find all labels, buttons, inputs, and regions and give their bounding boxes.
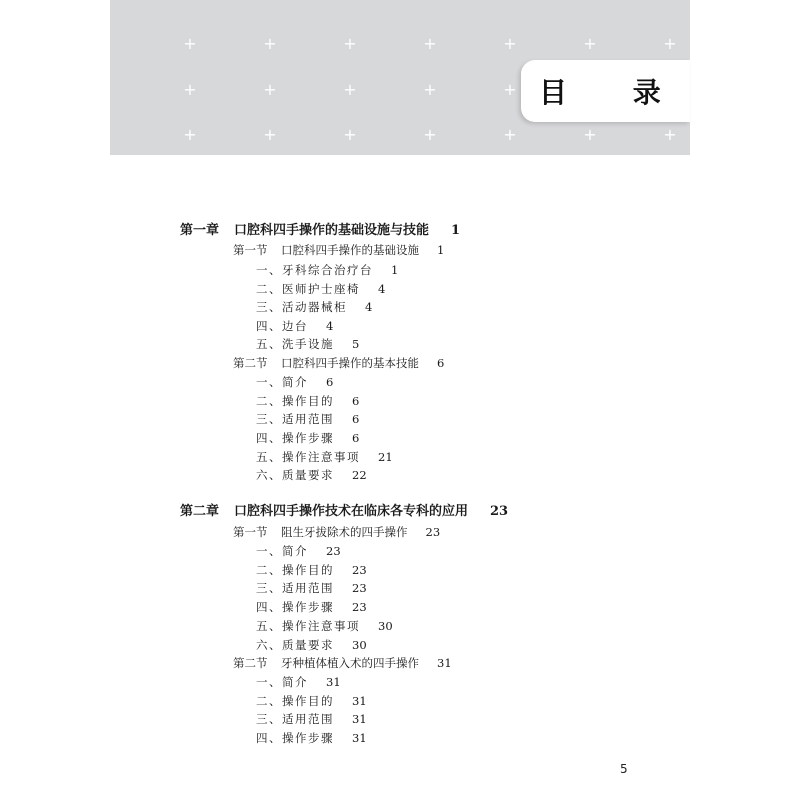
toc-item[interactable] [256, 412, 359, 426]
toc-item[interactable] [256, 694, 367, 708]
plus-decoration-icon: + [503, 34, 517, 53]
section-label: 第一节 [233, 243, 268, 257]
toc-item[interactable] [256, 282, 385, 296]
item-page: 5 [352, 337, 360, 351]
item-title: 五、操作注意事项 [256, 619, 360, 633]
chapter-title: 口腔科四手操作的基础设施与技能 [234, 223, 430, 238]
page-number: 5 [620, 762, 628, 776]
section-title: 阻生牙拔除术的四手操作 [281, 525, 408, 539]
item-title: 六、质量要求 [256, 468, 334, 482]
chapter-label: 第一章 [180, 223, 220, 238]
toc-chapter[interactable] [180, 504, 508, 520]
plus-decoration-icon: + [183, 80, 197, 99]
item-page: 23 [352, 563, 367, 577]
toc-section[interactable] [233, 356, 444, 370]
item-title: 五、洗手设施 [256, 337, 334, 351]
section-title: 口腔科四手操作的基本技能 [281, 356, 419, 370]
item-page: 31 [352, 694, 367, 708]
toc-item[interactable] [256, 600, 367, 614]
section-title: 牙种植体植入术的四手操作 [281, 656, 419, 670]
item-page: 23 [352, 600, 367, 614]
plus-decoration-icon: + [343, 125, 357, 144]
item-page: 31 [326, 675, 341, 689]
item-title: 一、简介 [256, 375, 308, 389]
item-title: 二、操作目的 [256, 394, 334, 408]
plus-decoration-icon: + [503, 80, 517, 99]
toc-item[interactable] [256, 712, 367, 726]
item-title: 二、操作目的 [256, 563, 334, 577]
chapter-page: 23 [490, 504, 509, 519]
toc-section[interactable] [233, 656, 452, 670]
item-title: 三、适用范围 [256, 712, 334, 726]
item-page: 21 [378, 450, 393, 464]
plus-decoration-icon: + [423, 125, 437, 144]
page-title: 目 录 [539, 76, 689, 109]
item-page: 4 [378, 282, 386, 296]
item-page: 6 [326, 375, 334, 389]
item-title: 五、操作注意事项 [256, 450, 360, 464]
item-title: 一、简介 [256, 675, 308, 689]
toc-item[interactable] [256, 431, 359, 445]
item-title: 二、操作目的 [256, 694, 334, 708]
plus-decoration-icon: + [583, 34, 597, 53]
plus-decoration-icon: + [583, 125, 597, 144]
chapter-title: 口腔科四手操作技术在临床各专科的应用 [234, 504, 469, 519]
toc-item[interactable] [256, 394, 359, 408]
section-label: 第二节 [233, 356, 268, 370]
toc-item[interactable] [256, 731, 367, 745]
item-page: 6 [352, 394, 360, 408]
toc-item[interactable] [256, 544, 341, 558]
section-label: 第二节 [233, 656, 268, 670]
section-label: 第一节 [233, 525, 268, 539]
section-page: 31 [437, 656, 452, 670]
toc-item[interactable] [256, 450, 393, 464]
section-page: 6 [437, 356, 445, 370]
toc-item[interactable] [256, 468, 367, 482]
plus-decoration-icon: + [263, 80, 277, 99]
toc-item[interactable] [256, 319, 333, 333]
item-page: 1 [391, 263, 399, 277]
toc-item[interactable] [256, 337, 359, 351]
item-page: 23 [352, 581, 367, 595]
section-page: 23 [425, 525, 441, 539]
item-page: 23 [326, 544, 341, 558]
plus-decoration-icon: + [183, 125, 197, 144]
plus-decoration-icon: + [263, 34, 277, 53]
item-title: 四、操作步骤 [256, 431, 334, 445]
toc-section[interactable] [233, 525, 440, 539]
toc-chapter[interactable] [180, 223, 460, 239]
plus-decoration-icon: + [263, 125, 277, 144]
chapter-label: 第二章 [180, 504, 220, 519]
item-title: 四、操作步骤 [256, 731, 334, 745]
toc-item[interactable] [256, 263, 398, 277]
toc-item[interactable] [256, 619, 393, 633]
item-page: 30 [378, 619, 393, 633]
toc-item[interactable] [256, 375, 333, 389]
item-page: 4 [326, 319, 334, 333]
item-title: 三、活动器械柜 [256, 300, 347, 314]
item-page: 30 [352, 638, 367, 652]
plus-decoration-icon: + [423, 34, 437, 53]
item-title: 一、简介 [256, 544, 308, 558]
toc-item[interactable] [256, 638, 367, 652]
item-page: 4 [365, 300, 373, 314]
toc-item[interactable] [256, 675, 341, 689]
plus-decoration-icon: + [343, 34, 357, 53]
item-title: 三、适用范围 [256, 581, 334, 595]
item-title: 四、操作步骤 [256, 600, 334, 614]
plus-decoration-icon: + [663, 125, 677, 144]
plus-decoration-icon: + [503, 125, 517, 144]
toc-item[interactable] [256, 581, 367, 595]
item-title: 二、医师护士座椅 [256, 282, 360, 296]
plus-decoration-icon: + [423, 80, 437, 99]
item-page: 31 [352, 712, 367, 726]
plus-decoration-icon: + [183, 34, 197, 53]
item-page: 31 [352, 731, 367, 745]
item-title: 四、边台 [256, 319, 308, 333]
item-title: 六、质量要求 [256, 638, 334, 652]
plus-decoration-icon: + [663, 34, 677, 53]
chapter-page: 1 [451, 223, 461, 238]
plus-decoration-icon: + [343, 80, 357, 99]
toc-section[interactable] [233, 243, 444, 257]
toc-item[interactable] [256, 300, 372, 314]
item-title: 三、适用范围 [256, 412, 334, 426]
section-page: 1 [437, 243, 445, 257]
item-page: 22 [352, 468, 367, 482]
toc-item[interactable] [256, 563, 367, 577]
item-title: 一、牙科综合治疗台 [256, 263, 373, 277]
item-page: 6 [352, 412, 360, 426]
item-page: 6 [352, 431, 360, 445]
section-title: 口腔科四手操作的基础设施 [281, 243, 419, 257]
